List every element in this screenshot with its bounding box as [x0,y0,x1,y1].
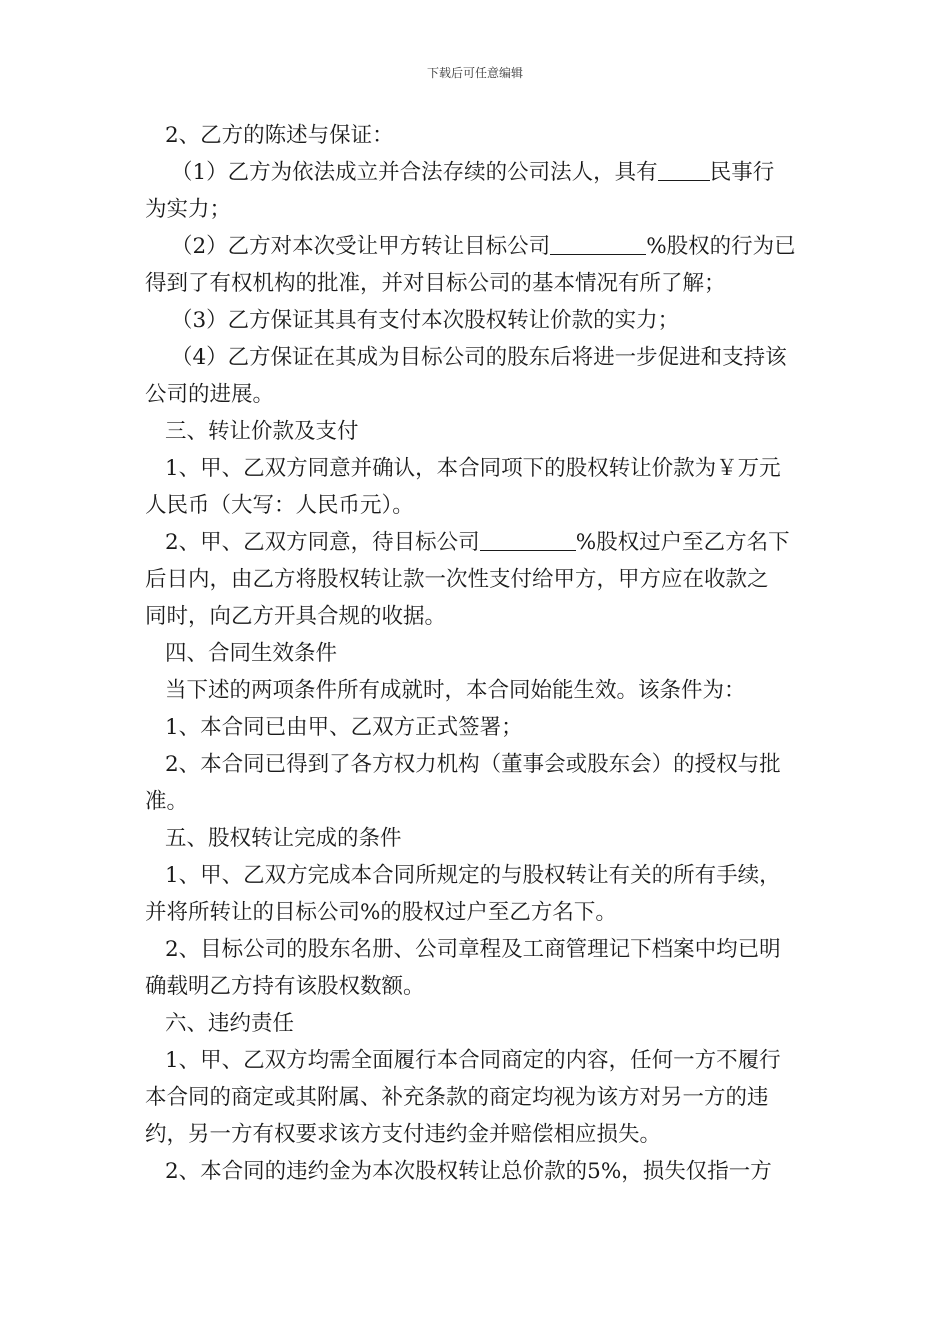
fill-in-blank [480,528,576,551]
text-run: %股权过户至乙方名下 [575,530,790,555]
section-heading: 四、合同生效条件 [165,641,338,666]
fill-in-blank [550,232,646,255]
paragraph-line: 1、本合同已由甲、乙双方正式签署； [165,715,523,740]
fill-in-blank [658,158,710,181]
paragraph-line: 1、甲、乙双方均需全面履行本合同商定的内容，任何一方不履行 [165,1048,781,1073]
section-heading: 五、股权转让完成的条件 [165,826,402,851]
paragraph-line: 为实力； [145,197,232,222]
paragraph-line: 本合同的商定或其附属、补充条款的商定均视为该方对另一方的违 [145,1085,769,1110]
page-header: 下载后可任意编辑 [426,66,523,80]
text-run: %股权的行为已 [646,234,796,259]
paragraph-line: 约，另一方有权要求该方支付违约金并赔偿相应损失。 [145,1122,662,1147]
paragraph-line: 人民币（大写：人民币元）。 [145,493,414,518]
paragraph-line: 准。 [145,789,189,814]
paragraph-line: 2、本合同已得到了各方权力机构（董事会或股东会）的授权与批 [165,752,781,777]
paragraph-line [145,228,810,265]
paragraph-line: 1、甲、乙双方完成本合同所规定的与股权转让有关的所有手续， [165,863,781,888]
paragraph-line [145,154,810,191]
section-heading: 六、违约责任 [165,1011,295,1036]
paragraph-line: 并将所转让的目标公司%的股权过户至乙方名下。 [145,900,617,925]
paragraph-line: 后日内，由乙方将股权转让款一次性支付给甲方，甲方应在收款之 [145,567,769,592]
document-body [145,117,810,1190]
text-run: 2、甲、乙双方同意，待目标公司 [165,530,480,555]
text-run: （1）乙方为依法成立并合法存续的公司法人，具有 [171,160,658,185]
paragraph-line [145,524,810,561]
section-heading: 三、转让价款及支付 [165,419,359,444]
paragraph-line: 得到了有权机构的批准，并对目标公司的基本情况有所了解； [145,271,726,296]
paragraph-line: 2、本合同的违约金为本次股权转让总价款的5%，损失仅指一方 [165,1159,772,1184]
text-run: （2）乙方对本次受让甲方转让目标公司 [171,234,551,259]
paragraph-line: 当下述的两项条件所有成就时，本合同始能生效。该条件为： [165,678,746,703]
paragraph-line: （4）乙方保证在其成为目标公司的股东后将进一步促进和支持该 [171,345,787,370]
text-run: 民事行 [709,160,775,185]
paragraph-line: 2、目标公司的股东名册、公司章程及工商管理记下档案中均已明 [165,937,781,962]
paragraph-line: 1、甲、乙双方同意并确认，本合同项下的股权转让价款为￥万元 [165,456,781,481]
paragraph-line: 确载明乙方持有该股权数额。 [145,974,425,999]
paragraph-line: 同时，向乙方开具合规的收据。 [145,604,447,629]
paragraph-line: 2、乙方的陈述与保证： [165,123,394,148]
paragraph-line: 公司的进展。 [145,382,275,407]
paragraph-line: （3）乙方保证其具有支付本次股权转让价款的实力； [171,308,680,333]
